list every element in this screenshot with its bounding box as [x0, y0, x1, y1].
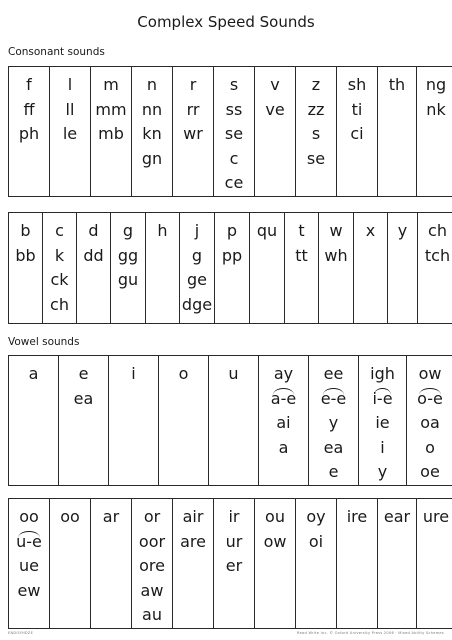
sound-grapheme: ge: [187, 270, 207, 289]
sound-grapheme: ure: [422, 507, 450, 526]
sound-grapheme: e: [78, 364, 89, 383]
sound-grapheme: ch: [50, 294, 69, 314]
sound-grapheme: j: [194, 221, 200, 240]
sound-grapheme: ss: [225, 99, 243, 119]
footer-right-text: Read Write Inc. © Oxford University Press 2006 · Mixed Ability Schemes: [297, 631, 444, 635]
split-digraph-arc: u-e: [16, 530, 42, 555]
sound-grapheme: oy: [306, 507, 326, 526]
sound-column: [418, 213, 452, 324]
sound-column: [255, 499, 296, 629]
sound-grapheme: s: [311, 124, 321, 143]
sound-grapheme: r: [189, 75, 197, 94]
split-digraph-arc: o-e: [417, 387, 443, 412]
sound-grapheme: [359, 387, 406, 412]
sound-grapheme: or: [143, 507, 161, 526]
sound-grapheme: kn: [142, 124, 162, 143]
sound-grapheme: gn: [141, 148, 163, 168]
sound-grapheme: ll: [65, 99, 75, 119]
sound-grapheme: nk: [426, 99, 446, 119]
consonant-table-1: [8, 66, 452, 197]
sound-grapheme: oo: [60, 507, 80, 526]
sound-column: [337, 499, 378, 629]
sound-grapheme: dge: [181, 294, 213, 314]
sound-grapheme: ci: [350, 124, 364, 143]
sound-grapheme: d: [88, 221, 99, 240]
sound-grapheme: zz: [307, 99, 325, 119]
sound-column: [9, 67, 50, 197]
sound-column: [255, 67, 296, 197]
sound-column: [43, 213, 77, 324]
sound-grapheme: igh: [370, 364, 395, 383]
sound-grapheme: ee: [323, 364, 344, 383]
sound-column: [173, 499, 214, 629]
sound-column: [296, 499, 337, 629]
sound-column: [296, 67, 337, 197]
sound-grapheme: b: [20, 221, 31, 240]
sound-grapheme: nn: [141, 99, 163, 119]
sound-grapheme: le: [62, 124, 78, 143]
sound-grapheme: w: [329, 221, 343, 240]
sound-grapheme: e: [328, 462, 339, 481]
sound-column: [159, 356, 209, 486]
sound-column: [9, 213, 43, 324]
sound-column: [132, 67, 173, 197]
sound-grapheme: t: [298, 221, 305, 240]
sound-column: [214, 67, 255, 197]
split-digraph-arc: a-e: [271, 387, 296, 412]
sound-grapheme: air: [182, 507, 204, 526]
sound-grapheme: ti: [351, 99, 363, 119]
sound-grapheme: c: [55, 221, 64, 240]
sound-grapheme: oi: [308, 531, 324, 551]
sound-column: [50, 499, 91, 629]
sound-grapheme: ou: [265, 507, 285, 526]
sound-grapheme: er: [225, 556, 243, 575]
sound-grapheme: se: [306, 148, 326, 168]
sound-grapheme: [407, 387, 452, 412]
sound-column: [354, 213, 388, 324]
sound-grapheme: oa: [420, 413, 440, 432]
sound-grapheme: ph: [18, 124, 40, 143]
sound-column: [337, 67, 378, 197]
sound-grapheme: m: [103, 75, 119, 94]
consonant-table-2: [8, 212, 452, 324]
sound-grapheme: oor: [138, 531, 166, 551]
sound-grapheme: ur: [225, 531, 243, 551]
sound-grapheme: y: [397, 221, 408, 240]
vowel-sounds-heading: Vowel sounds: [8, 336, 80, 348]
sound-column: [146, 213, 180, 324]
sound-column: [309, 356, 359, 486]
sound-grapheme: a: [278, 437, 289, 457]
sound-grapheme: bb: [15, 245, 36, 265]
sound-grapheme: v: [270, 75, 280, 94]
sound-grapheme: dd: [83, 245, 104, 265]
sound-grapheme: l: [67, 75, 73, 94]
sound-grapheme: i: [380, 437, 385, 457]
sound-grapheme: [309, 387, 358, 412]
sound-grapheme: s: [229, 75, 239, 94]
sound-column: [50, 67, 91, 197]
sound-column: [378, 499, 417, 629]
sound-column: [173, 67, 214, 197]
sound-grapheme: ch: [428, 221, 447, 240]
sound-grapheme: x: [365, 221, 376, 240]
sound-column: [77, 213, 111, 324]
sound-grapheme: a: [28, 364, 39, 383]
sound-column: [215, 213, 250, 324]
sound-column: [359, 356, 407, 486]
sound-grapheme: oo: [19, 507, 39, 526]
sound-grapheme: are: [180, 531, 206, 551]
sound-grapheme: tch: [424, 245, 451, 265]
sound-grapheme: ire: [346, 507, 368, 526]
sound-grapheme: n: [146, 75, 158, 94]
sound-column: [132, 499, 173, 629]
sound-grapheme: gg: [117, 245, 139, 265]
sound-grapheme: th: [388, 75, 406, 94]
sound-grapheme: ng: [425, 75, 447, 94]
sound-grapheme: o: [425, 437, 435, 457]
sound-column: [259, 356, 309, 486]
sound-column: [209, 356, 259, 486]
sound-grapheme: ck: [50, 270, 69, 289]
sound-grapheme: rr: [186, 99, 200, 119]
sound-column: [91, 67, 132, 197]
sound-grapheme: [9, 530, 49, 555]
sound-grapheme: gu: [117, 270, 139, 289]
sound-column: [378, 67, 417, 197]
sound-grapheme: mb: [98, 124, 124, 143]
sound-grapheme: ay: [273, 364, 294, 383]
sound-grapheme: ai: [276, 413, 291, 432]
sound-column: [417, 499, 452, 629]
sound-grapheme: ue: [19, 556, 39, 575]
sound-column: [109, 356, 159, 486]
sound-column: [59, 356, 109, 486]
sound-column: [9, 356, 59, 486]
sound-column: [407, 356, 452, 486]
sound-grapheme: ie: [375, 413, 390, 432]
split-digraph-arc: i-e: [372, 387, 392, 412]
sound-grapheme: y: [377, 462, 388, 481]
sound-grapheme: u: [228, 364, 239, 383]
sound-grapheme: g: [191, 245, 203, 265]
sound-column: [250, 213, 285, 324]
sound-column: [214, 499, 255, 629]
sound-column: [319, 213, 354, 324]
sound-grapheme: ir: [228, 507, 240, 526]
sound-grapheme: [259, 387, 308, 412]
sound-grapheme: ea: [323, 437, 344, 457]
sound-grapheme: k: [54, 245, 65, 265]
sound-grapheme: mm: [95, 99, 127, 119]
sound-grapheme: z: [311, 75, 321, 94]
sound-grapheme: pp: [221, 245, 243, 265]
sound-grapheme: oe: [420, 462, 440, 481]
sound-grapheme: sh: [347, 75, 367, 94]
sound-column: [111, 213, 146, 324]
sound-grapheme: o: [178, 364, 189, 383]
sound-column: [180, 213, 215, 324]
sound-grapheme: y: [328, 413, 339, 432]
sound-grapheme: ea: [73, 388, 94, 408]
sound-grapheme: ow: [263, 531, 287, 551]
sound-grapheme: i: [131, 364, 136, 383]
footer-left-text: ENDOEHDZE: [8, 631, 34, 635]
sound-grapheme: ear: [383, 507, 411, 526]
sound-grapheme: wh: [324, 245, 348, 265]
sound-grapheme: h: [157, 221, 168, 240]
sound-grapheme: c: [229, 148, 239, 168]
sound-grapheme: ew: [17, 580, 41, 600]
sound-grapheme: ar: [102, 507, 120, 526]
sound-column: [91, 499, 132, 629]
sound-grapheme: f: [26, 75, 32, 94]
vowel-table-2: [8, 498, 452, 629]
sound-grapheme: qu: [256, 221, 278, 240]
sound-grapheme: tt: [295, 245, 308, 265]
sound-grapheme: aw: [140, 580, 164, 600]
sound-column: [417, 67, 452, 197]
consonant-sounds-heading: Consonant sounds: [8, 46, 105, 58]
page-title: Complex Speed Sounds: [137, 13, 315, 31]
sound-grapheme: ore: [139, 556, 165, 575]
sound-column: [285, 213, 319, 324]
sound-grapheme: ow: [418, 364, 442, 383]
vowel-table-1: [8, 355, 452, 486]
sound-column: [388, 213, 418, 324]
split-digraph-arc: e-e: [321, 387, 346, 412]
sound-grapheme: p: [226, 221, 238, 240]
sound-grapheme: se: [224, 124, 244, 143]
sound-grapheme: wr: [183, 124, 203, 143]
sound-grapheme: au: [142, 605, 162, 624]
sound-grapheme: g: [122, 221, 134, 240]
sound-grapheme: ve: [265, 99, 285, 119]
sound-grapheme: ff: [23, 99, 35, 119]
sound-grapheme: ce: [224, 173, 244, 192]
sound-column: [9, 499, 50, 629]
